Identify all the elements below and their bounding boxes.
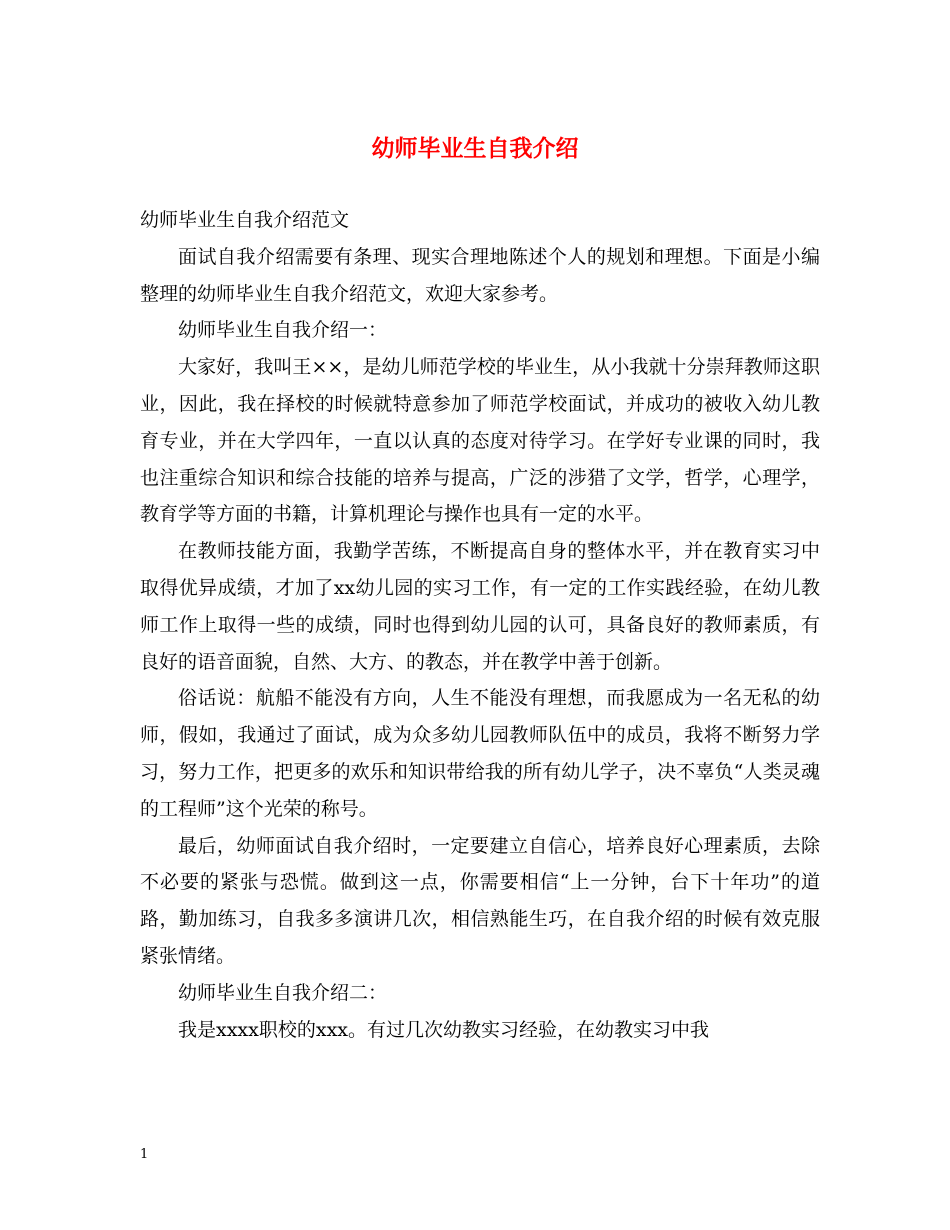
section-heading-one: 幼师毕业生自我介绍一： <box>178 319 388 342</box>
paragraph: 我是xxxx职校的xxx。有过几次幼教实习经验，在幼教实习中我 <box>178 1018 710 1041</box>
document-title: 幼师毕业生自我介绍 <box>371 135 579 162</box>
paragraph: 面试自我介绍需要有条理、现实合理地陈述个人的规划和理想。下面是小编整理的幼师毕业生自我介绍范文，欢迎大家参考。 <box>140 245 820 305</box>
paragraph: 在教师技能方面，我勤学苦练，不断提高自身的整体水平，并在教育实习中取得优异成绩，才加了xx幼儿园的实习工作，有一定的工作实践经验，在幼儿教师工作上取得一些的成绩，同时也得到幼儿园的认可，具备良好的教师素质，有良好的语音面貌，自然、大方、的教态，并在教学中善于创新。 <box>140 540 820 673</box>
page-number: 1 <box>140 1147 149 1162</box>
paragraph: 俗话说：航船不能没有方向，人生不能没有理想，而我愿成为一名无私的幼师，假如，我通过了面试，成为众多幼儿园教师队伍中的成员，我将不断努力学习，努力工作，把更多的欢乐和知识带给我的所有幼儿学子，决不辜负“人类灵魂的工程师”这个光荣的称号。 <box>140 687 820 820</box>
paragraph-subtitle: 幼师毕业生自我介绍范文 <box>140 209 350 231</box>
paragraph: 大家好，我叫王××，是幼儿师范学校的毕业生，从小我就十分崇拜教师这职业，因此，我在择校的时候就特意参加了师范学校面试，并成功的被收入幼儿教育专业，并在大学四年，一直以认真的态度对待学习。在学好专业课的同时，我也注重综合知识和综合技能的培养与提高，广泛的涉猎了文学，哲学，心理学，教育学等方面的书籍，计算机理论与操作也具有一定的水平。 <box>140 356 820 526</box>
paragraph: 最后，幼师面试自我介绍时，一定要建立自信心，培养良好心理素质，去除不必要的紧张与恐慌。做到这一点，你需要相信“上一分钟，台下十年功”的道路，勤加练习，自我多多演讲几次，相信熟能生巧，在自我介绍的时候有效克服紧张情绪。 <box>140 834 820 967</box>
section-heading-two: 幼师毕业生自我介绍二： <box>178 981 388 1004</box>
document-body <box>140 202 820 1048</box>
